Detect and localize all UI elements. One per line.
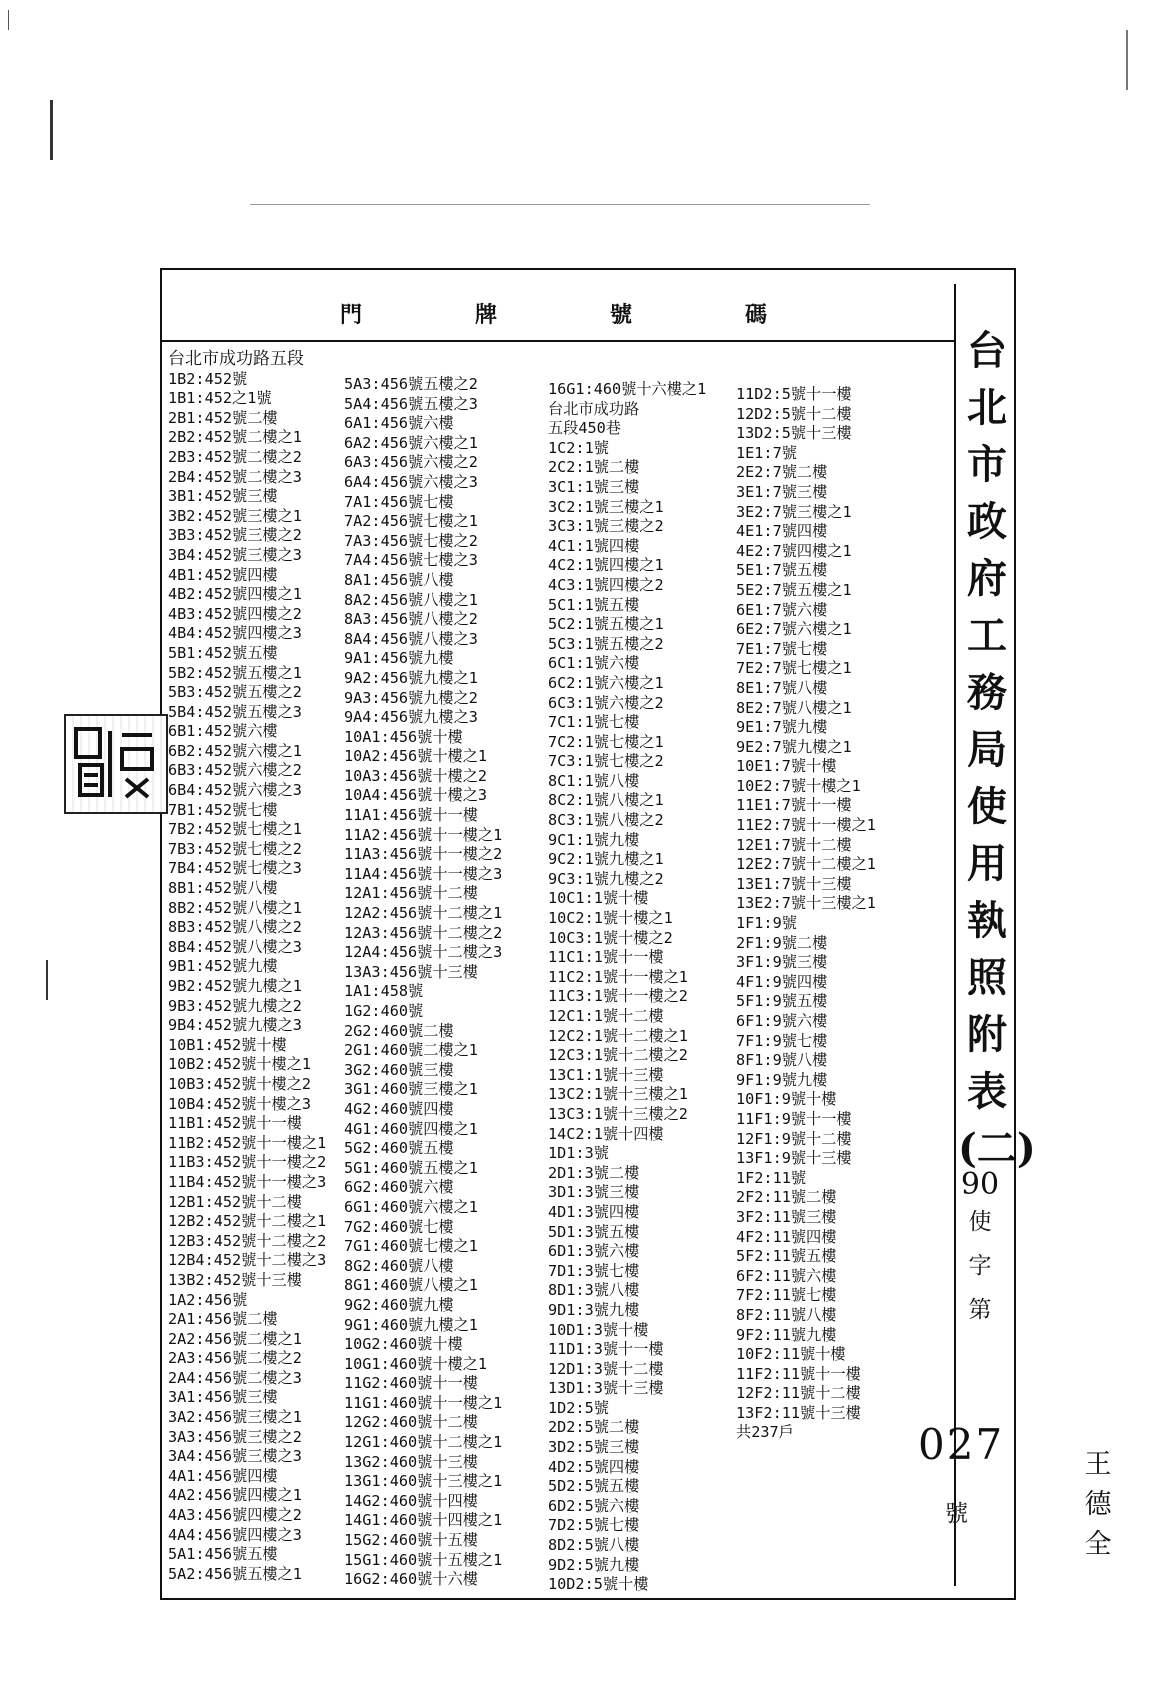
address-line: 4B3:452號四樓之2 [168, 604, 302, 623]
address-line: 共237戶 [736, 1423, 794, 1442]
address-line: 2F2:11號二樓 [736, 1188, 837, 1207]
header-char: 門 [340, 302, 363, 328]
address-line: 10A3:456號十樓之2 [344, 766, 488, 785]
address-line: 6B1:452號六樓 [168, 722, 278, 741]
address-line: 1F2:11號 [736, 1168, 807, 1187]
address-line: 4C3:1號四樓之2 [548, 575, 664, 594]
address-line: 11B2:452號十一樓之1 [168, 1133, 327, 1152]
address-line: 4A1:456號四樓 [168, 1466, 278, 1485]
address-line: 10C1:1號十樓 [548, 889, 649, 908]
address-line: 8E2:7號八樓之1 [736, 698, 852, 717]
address-line: 4G1:460號四樓之1 [344, 1119, 478, 1138]
address-line: 13G2:460號十三樓 [344, 1452, 478, 1471]
title-char: 局 [967, 726, 1007, 773]
address-line: 7G2:460號七樓 [344, 1217, 454, 1236]
address-line: 6A4:456號六樓之3 [344, 472, 478, 491]
address-line: 3D2:5號三樓 [548, 1438, 640, 1457]
address-line: 9D1:3號九樓 [548, 1300, 640, 1319]
address-line: 8A2:456號八樓之1 [344, 590, 478, 609]
address-line: 1D2:5號 [548, 1398, 609, 1417]
address-line: 2B3:452號二樓之2 [168, 447, 302, 466]
address-line: 8C1:1號八樓 [548, 771, 640, 790]
address-line: 2C2:1號二樓 [548, 458, 640, 477]
address-line: 9A4:456號九樓之3 [344, 708, 478, 727]
address-line: 11G2:460號十一樓 [344, 1374, 478, 1393]
address-line: 2F1:9號二樓 [736, 933, 828, 952]
title-char: 使 [967, 783, 1007, 830]
address-line: 10F1:9號十樓 [736, 1090, 837, 1109]
title-divider [954, 284, 956, 1586]
scan-mark-left-lower [46, 960, 48, 1000]
address-line: 4A4:456號四樓之3 [168, 1525, 302, 1544]
address-line: 11C2:1號十一樓之1 [548, 967, 688, 986]
address-line: 9B1:452號九樓 [168, 957, 278, 976]
address-line: 10B2:452號十樓之1 [168, 1055, 312, 1074]
address-line: 10B1:452號十樓 [168, 1035, 287, 1054]
address-line: 11A2:456號十一樓之1 [344, 825, 503, 844]
address-line: 9G1:460號九樓之1 [344, 1315, 478, 1334]
address-line: 2D1:3號二樓 [548, 1163, 640, 1182]
address-line: 5C3:1號五樓之2 [548, 634, 664, 653]
address-line: 5B2:452號五樓之1 [168, 663, 302, 682]
scan-mark-right [1126, 30, 1128, 90]
address-line: 5A2:456號五樓之1 [168, 1564, 302, 1583]
address-line: 3B3:452號三樓之2 [168, 526, 302, 545]
address-line: 13C3:1號十三樓之2 [548, 1104, 688, 1123]
address-line: 8B4:452號八樓之3 [168, 937, 302, 956]
address-line: 3E2:7號三樓之1 [736, 502, 852, 521]
address-line: 1B1:452之1號 [168, 389, 272, 408]
address-line: 9A3:456號九樓之2 [344, 688, 478, 707]
address-line: 9C1:1號九樓 [548, 830, 640, 849]
header-char: 號 [610, 302, 633, 328]
address-line: 8E1:7號八樓 [736, 678, 828, 697]
permit-number: 027 [918, 1420, 1005, 1469]
address-line: 4F2:11號四樓 [736, 1227, 837, 1246]
address-line: 9F1:9號九樓 [736, 1070, 828, 1089]
title-char: 務 [967, 669, 1007, 716]
address-line: 12G1:460號十二樓之1 [344, 1433, 503, 1452]
address-line: 2A3:456號二樓之2 [168, 1349, 302, 1368]
address-line: 3G2:460號三樓 [344, 1060, 454, 1079]
title-char: 附 [967, 1011, 1007, 1058]
address-line: 3B1:452號三樓 [168, 487, 278, 506]
address-line: 11D1:3號十一樓 [548, 1340, 664, 1359]
address-line: 9A1:456號九樓 [344, 649, 454, 668]
address-line: 5A4:456號五樓之3 [344, 394, 478, 413]
address-line: 4B4:452號四樓之3 [168, 624, 302, 643]
title-char: 表 [967, 1068, 1007, 1115]
signature-char: 全 [1084, 1529, 1112, 1560]
address-line: 7C2:1號七樓之1 [548, 732, 664, 751]
address-line: 3B4:452號三樓之3 [168, 545, 302, 564]
signature-char: 王 [1084, 1449, 1112, 1480]
title-char: (二) [958, 1125, 1036, 1172]
address-line: 14G2:460號十四樓 [344, 1491, 478, 1510]
section-heading: 台北市成功路五段 [168, 349, 304, 369]
table-header [160, 284, 954, 342]
address-line: 12E2:7號十二樓之1 [736, 855, 876, 874]
address-line: 1B2:452號 [168, 369, 248, 388]
address-line: 8A4:456號八樓之3 [344, 629, 478, 648]
address-line: 9B3:452號九樓之2 [168, 996, 302, 1015]
address-line: 7D1:3號七樓 [548, 1261, 640, 1280]
address-line: 6F1:9號六樓 [736, 1012, 828, 1030]
address-line: 9F2:11號九樓 [736, 1325, 837, 1344]
address-line: 6D1:3號六樓 [548, 1242, 640, 1261]
address-line: 12E1:7號十二樓 [736, 835, 852, 854]
address-line: 2B4:452號二樓之3 [168, 467, 302, 486]
address-line: 7B3:452號七樓之2 [168, 839, 302, 858]
address-line: 台北市成功路 [548, 399, 640, 418]
address-line: 8B3:452號八樓之2 [168, 918, 302, 937]
address-line: 8D2:5號八樓 [548, 1536, 640, 1555]
address-line: 2B2:452號二樓之1 [168, 428, 302, 447]
address-line: 5C2:1號五樓之1 [548, 615, 664, 634]
address-line: 6B2:452號六樓之1 [168, 741, 302, 760]
title-char: 工 [967, 612, 1007, 659]
address-line: 6A1:456號六樓 [344, 414, 454, 433]
address-line: 2A2:456號二樓之1 [168, 1329, 302, 1348]
address-line: 10G2:460號十樓 [344, 1335, 463, 1354]
address-line: 7E1:7號七樓 [736, 639, 828, 658]
address-line: 6F2:11號六樓 [736, 1266, 837, 1285]
address-line: 8F1:9號八樓 [736, 1051, 828, 1070]
address-line: 3C2:1號三樓之1 [548, 497, 664, 516]
address-line: 10B4:452號十樓之3 [168, 1094, 312, 1113]
address-line: 8G2:460號八樓 [344, 1256, 454, 1275]
address-line: 10B3:452號十樓之2 [168, 1074, 312, 1093]
address-line: 13B2:452號十三樓 [168, 1270, 302, 1289]
signature-char: 德 [1084, 1489, 1112, 1520]
permit-year: 90 [960, 1167, 1000, 1202]
address-line: 10A4:456號十樓之3 [344, 786, 488, 805]
title-char: 執 [967, 897, 1007, 944]
address-line: 12A2:456號十二樓之1 [344, 904, 503, 923]
address-line: 2G1:460號二樓之1 [344, 1041, 478, 1060]
address-line: 11F2:11號十一樓 [736, 1364, 861, 1383]
address-line: 5E2:7號五樓之1 [736, 580, 852, 599]
address-line: 7E2:7號七樓之1 [736, 659, 852, 678]
address-line: 3G1:460號三樓之1 [344, 1080, 478, 1099]
address-line: 10E2:7號十樓之1 [736, 776, 861, 795]
address-line: 7C3:1號七樓之2 [548, 752, 664, 771]
address-line: 9B2:452號九樓之1 [168, 977, 302, 995]
seal-glyph-icon [70, 721, 162, 807]
address-line: 3A2:456號三樓之1 [168, 1408, 302, 1427]
address-line: 5B4:452號五樓之3 [168, 702, 302, 721]
address-line: 2E2:7號二樓 [736, 463, 828, 482]
address-line: 10F2:11號十樓 [736, 1345, 846, 1364]
address-line: 11C1:1號十一樓 [548, 948, 664, 967]
address-line: 10C3:1號十樓之2 [548, 928, 673, 947]
address-line: 1A2:456號 [168, 1290, 248, 1309]
address-line: 12D1:3號十二樓 [548, 1359, 664, 1378]
address-line: 6C3:1號六樓之2 [548, 693, 664, 712]
address-line: 12F1:9號十二樓 [736, 1129, 852, 1148]
address-line: 12C3:1號十二樓之2 [548, 1046, 688, 1065]
address-line: 8B2:452號八樓之1 [168, 898, 302, 917]
address-line: 9A2:456號九樓之1 [344, 668, 478, 687]
address-line: 7A1:456號七樓 [344, 492, 454, 511]
address-line: 13E2:7號十三樓之1 [736, 894, 876, 913]
address-column-1 [168, 350, 326, 1584]
address-line: 6B3:452號六樓之2 [168, 761, 302, 780]
address-line: 12B1:452號十二樓 [168, 1192, 302, 1211]
address-line: 11F1:9號十一樓 [736, 1109, 852, 1128]
address-line: 12B4:452號十二樓之3 [168, 1251, 327, 1270]
title-char: 台 [967, 327, 1007, 374]
address-line: 11B4:452號十一樓之3 [168, 1172, 327, 1191]
scan-mark-left [50, 100, 53, 160]
address-line: 5G1:460號五樓之1 [344, 1158, 478, 1177]
signature [1078, 1445, 1118, 1565]
address-line: 4C1:1號四樓 [548, 536, 640, 555]
address-line: 5D2:5號五樓 [548, 1477, 640, 1496]
address-line: 5B1:452號五樓 [168, 643, 278, 662]
address-line: 12A3:456號十二樓之2 [344, 923, 503, 942]
address-line: 12C1:1號十二樓 [548, 1007, 664, 1025]
address-line: 13F2:11號十三樓 [736, 1403, 861, 1422]
address-line: 2G2:460號二樓 [344, 1021, 454, 1040]
address-line: 5F2:11號五樓 [736, 1247, 837, 1266]
address-line: 1G2:460號 [344, 1002, 424, 1020]
address-line: 11A1:456號十一樓 [344, 806, 478, 825]
address-line: 9E2:7號九樓之1 [736, 737, 852, 756]
address-line: 2D2:5號二樓 [548, 1418, 640, 1437]
address-line: 1D1:3號 [548, 1144, 609, 1163]
address-line: 11A3:456號十一樓之2 [344, 845, 503, 864]
address-line: 7B4:452號七樓之3 [168, 859, 302, 878]
address-line: 9E1:7號九樓 [736, 718, 828, 737]
address-line: 10G1:460號十樓之1 [344, 1354, 488, 1373]
address-line: 6E1:7號六樓 [736, 600, 828, 619]
address-line: 11C3:1號十一樓之2 [548, 987, 688, 1006]
address-line: 13D1:3號十三樓 [548, 1379, 664, 1398]
title-char: 用 [967, 840, 1007, 887]
scan-mark-corner [8, 10, 9, 30]
address-line: 6C1:1號六樓 [548, 654, 640, 673]
address-line: 2B1:452號二樓 [168, 408, 278, 427]
address-line: 7F2:11號七樓 [736, 1286, 837, 1305]
address-line: 12A1:456號十二樓 [344, 884, 478, 903]
header-char: 牌 [475, 302, 498, 328]
address-line: 11B3:452號十一樓之2 [168, 1153, 327, 1172]
address-line: 6B4:452號六樓之3 [168, 781, 302, 800]
address-line: 五段450巷 [548, 419, 621, 438]
address-line: 15G1:460號十五樓之1 [344, 1550, 503, 1569]
address-line: 6E2:7號六樓之1 [736, 620, 852, 639]
address-line: 12B2:452號十二樓之1 [168, 1212, 327, 1231]
address-line: 10A2:456號十樓之1 [344, 747, 488, 766]
address-line: 3D1:3號三樓 [548, 1183, 640, 1202]
address-line: 8D1:3號八樓 [548, 1281, 640, 1300]
address-line: 9B4:452號九樓之3 [168, 1016, 302, 1035]
permit-block [940, 1167, 1020, 1332]
permit-suffix: 號 [945, 1501, 968, 1527]
address-line: 5F1:9號五樓 [736, 992, 828, 1011]
title-char: 照 [967, 954, 1007, 1001]
title-char: 市 [967, 441, 1007, 488]
address-line: 4D2:5號四樓 [548, 1457, 640, 1476]
address-line: 12B3:452號十二樓之2 [168, 1231, 327, 1250]
address-line: 4E1:7號四樓 [736, 522, 828, 541]
address-line: 13G1:460號十三樓之1 [344, 1472, 503, 1491]
address-line: 11B1:452號十一樓 [168, 1114, 302, 1133]
address-line: 7C1:1號七樓 [548, 713, 640, 732]
address-line: 5B3:452號五樓之2 [168, 683, 302, 702]
address-line: 10C2:1號十樓之1 [548, 909, 673, 928]
address-line: 8F2:11號八樓 [736, 1305, 837, 1324]
address-line: 6A2:456號六樓之1 [344, 433, 478, 452]
address-line: 10A1:456號十樓 [344, 727, 463, 746]
address-line: 12G2:460號十二樓 [344, 1413, 478, 1432]
address-line: 12D2:5號十二樓 [736, 404, 852, 423]
address-line: 7A2:456號七樓之1 [344, 512, 478, 531]
address-line: 4D1:3號四樓 [548, 1202, 640, 1221]
address-line: 8C2:1號八樓之1 [548, 791, 664, 810]
title-char: 北 [967, 384, 1007, 431]
address-line: 4A3:456號四樓之2 [168, 1506, 302, 1525]
address-line: 3F1:9號三樓 [736, 953, 828, 972]
address-line: 13C1:1號十三樓 [548, 1065, 664, 1084]
address-line: 6D2:5號六樓 [548, 1496, 640, 1515]
address-line: 12A4:456號十二樓之3 [344, 943, 503, 962]
address-line: 16G2:460號十六樓 [344, 1570, 478, 1589]
address-line: 3C1:1號三樓 [548, 477, 640, 496]
address-line: 8A3:456號八樓之2 [344, 610, 478, 629]
address-line: 13A3:456號十三樓 [344, 962, 478, 981]
address-line: 5C1:1號五樓 [548, 595, 640, 614]
address-line: 6A3:456號六樓之2 [344, 453, 478, 472]
title-char: 政 [967, 498, 1007, 545]
address-line: 9G2:460號九樓 [344, 1295, 454, 1314]
address-line: 5A3:456號五樓之2 [344, 375, 478, 393]
address-line: 1F1:9號 [736, 914, 797, 933]
address-line: 8G1:460號八樓之1 [344, 1276, 478, 1295]
address-line: 6C2:1號六樓之1 [548, 673, 664, 692]
address-line: 4G2:460號四樓 [344, 1099, 454, 1118]
address-line: 10D2:5號十樓 [548, 1575, 649, 1594]
address-line: 5A1:456號五樓 [168, 1545, 278, 1564]
address-line: 5G2:460號五樓 [344, 1139, 454, 1158]
address-line: 14G1:460號十四樓之1 [344, 1511, 503, 1530]
address-line: 4C2:1號四樓之1 [548, 556, 664, 575]
address-line: 6G1:460號六樓之1 [344, 1197, 478, 1216]
address-line: 4B1:452號四樓 [168, 565, 278, 584]
address-line: 7G1:460號七樓之1 [344, 1237, 478, 1256]
address-line: 11E1:7號十一樓 [736, 796, 852, 815]
address-line: 14C2:1號十四樓 [548, 1124, 664, 1143]
header-char: 碼 [745, 302, 768, 328]
permit-char: 第 [968, 1297, 992, 1323]
address-line: 1A1:458號 [344, 982, 424, 1001]
address-line: 7A4:456號七樓之3 [344, 551, 478, 570]
address-line: 4E2:7號四樓之1 [736, 541, 852, 560]
address-line: 3A1:456號三樓 [168, 1388, 278, 1407]
address-line: 3B2:452號三樓之1 [168, 506, 302, 525]
address-line: 15G2:460號十五樓 [344, 1531, 478, 1550]
address-line: 13D2:5號十三樓 [736, 424, 852, 443]
document-title [958, 322, 1036, 1177]
address-line: 1C2:1號 [548, 438, 609, 457]
address-line: 7A3:456號七樓之2 [344, 531, 478, 550]
address-line: 8C3:1號八樓之2 [548, 811, 664, 830]
address-line: 3A3:456號三樓之2 [168, 1427, 302, 1446]
address-line: 7F1:9號七樓 [736, 1031, 828, 1050]
address-line: 11A4:456號十一樓之3 [344, 864, 503, 883]
address-column-3 [548, 380, 706, 1595]
address-line: 4A2:456號四樓之1 [168, 1486, 302, 1505]
address-line: 8A1:456號八樓 [344, 570, 454, 589]
address-line: 5D1:3號五樓 [548, 1222, 640, 1241]
address-line: 12C2:1號十二樓之1 [548, 1026, 688, 1045]
address-line: 7B2:452號七樓之1 [168, 820, 302, 839]
address-line: 4F1:9號四樓 [736, 972, 828, 991]
address-line: 9C3:1號九樓之2 [548, 869, 664, 888]
address-line: 4B2:452號四樓之1 [168, 585, 302, 604]
address-line: 10D1:3號十樓 [548, 1320, 649, 1339]
address-line: 3A4:456號三樓之3 [168, 1447, 302, 1466]
permit-char: 字 [968, 1253, 992, 1279]
address-line: 9D2:5號九樓 [548, 1555, 640, 1574]
address-line: 16G1:460號十六樓之1 [548, 380, 707, 398]
permit-char: 使 [968, 1209, 992, 1235]
address-line: 2A1:456號二樓 [168, 1310, 278, 1329]
address-line: 12F2:11號十二樓 [736, 1384, 861, 1403]
address-line: 13F1:9號十三樓 [736, 1149, 852, 1168]
title-char: 府 [967, 555, 1007, 602]
address-line: 9C2:1號九樓之1 [548, 850, 664, 869]
scan-mark-top [250, 204, 870, 205]
address-line: 13C2:1號十三樓之1 [548, 1085, 688, 1104]
address-line: 2A4:456號二樓之3 [168, 1368, 302, 1387]
address-line: 8B1:452號八樓 [168, 879, 278, 898]
seal-stamp [64, 714, 168, 814]
address-line: 11D2:5號十一樓 [736, 385, 852, 403]
address-line: 11E2:7號十一樓之1 [736, 816, 876, 835]
address-line: 11G1:460號十一樓之1 [344, 1393, 503, 1412]
address-line: 3C3:1號三樓之2 [548, 517, 664, 536]
address-line: 3F2:11號三樓 [736, 1207, 837, 1226]
address-line: 5E1:7號五樓 [736, 561, 828, 580]
address-line: 13E1:7號十三樓 [736, 874, 852, 893]
address-line: 7B1:452號七樓 [168, 800, 278, 819]
address-column-2 [344, 375, 502, 1590]
address-column-4 [736, 385, 876, 1443]
address-line: 6G2:460號六樓 [344, 1178, 454, 1197]
address-line: 7D2:5號七樓 [548, 1516, 640, 1535]
address-line: 1E1:7號 [736, 443, 797, 462]
address-line: 10E1:7號十樓 [736, 757, 837, 776]
address-line: 3E1:7號三樓 [736, 482, 828, 501]
